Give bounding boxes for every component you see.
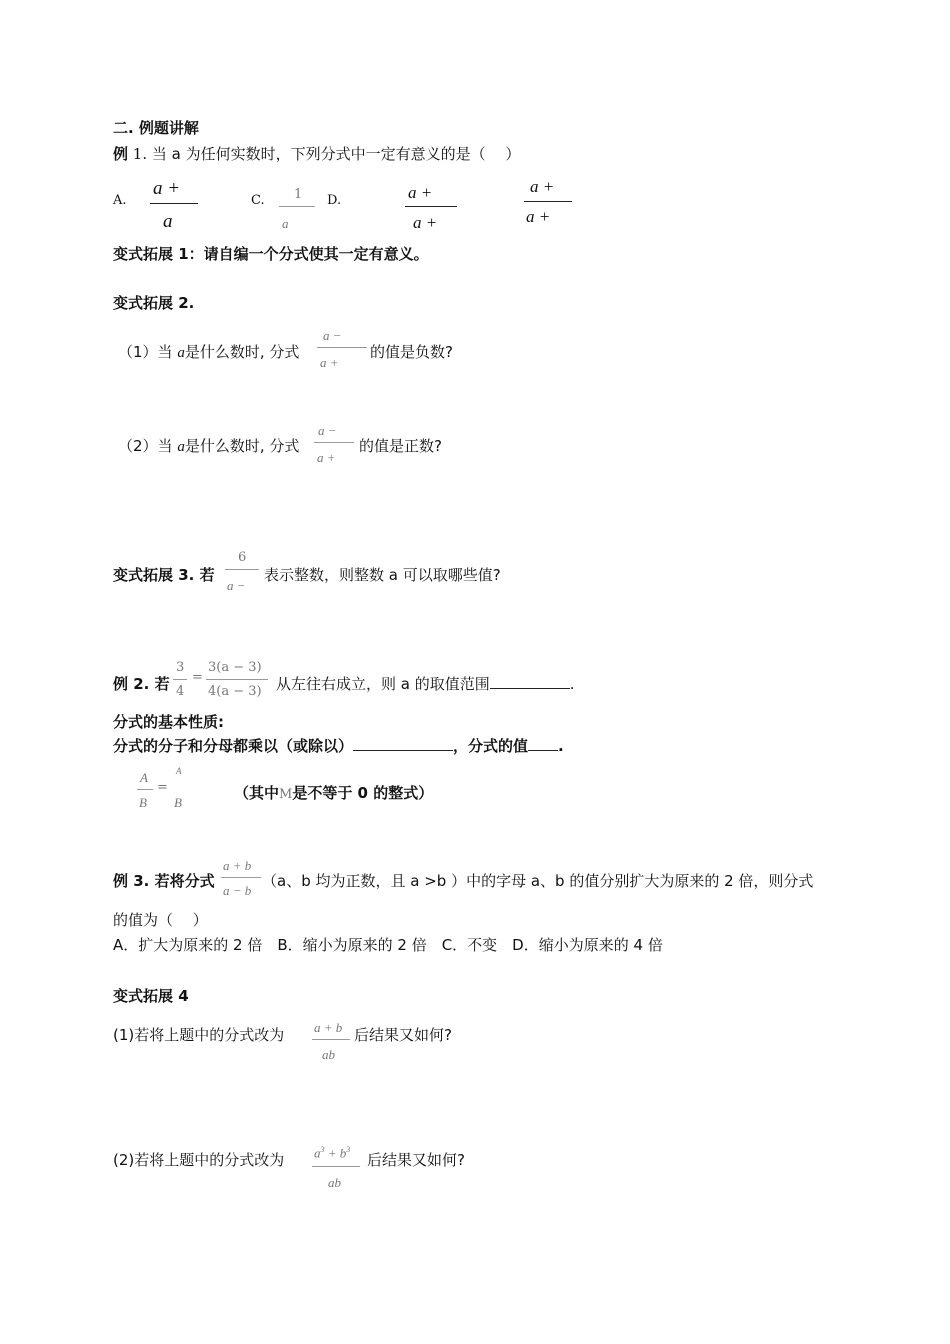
property-a: A	[140, 770, 148, 785]
q1-post: 的值是负数?	[370, 343, 453, 361]
ext3-fraction-bar	[225, 569, 259, 570]
q1-numerator: a −	[323, 328, 342, 343]
ext4-q1-denominator: ab	[322, 1047, 335, 1062]
example-2-blank	[490, 674, 570, 689]
property-line-text: 分式的分子和分母都乘以（或除以）	[113, 737, 354, 755]
extension-1: 变式拓展 1：请自编一个分式使其一定有意义。	[113, 245, 429, 263]
ex3-denominator: a − b	[223, 883, 252, 898]
ex2-left-numerator: 3	[176, 660, 185, 675]
q1-pre-text: （1）当	[118, 343, 173, 361]
option-a-denominator: a	[163, 211, 173, 232]
example-2-label: 例 2. 若	[113, 675, 170, 693]
extension-3-pre: 变式拓展 3. 若	[113, 566, 215, 584]
ex2-right-numerator: 3(a − 3)	[208, 660, 262, 675]
property-note-pre: （其中	[234, 784, 280, 802]
q2-variable: a	[177, 439, 185, 455]
example-2-end: .	[569, 675, 575, 693]
property-right-a: A	[176, 766, 182, 776]
extension-2-title: 变式拓展 2.	[113, 294, 195, 312]
ext4-q2-num-a: a	[314, 1145, 321, 1161]
option-d-fraction-bar	[405, 206, 457, 207]
ext3-numerator: 6	[238, 550, 247, 565]
example-1-question	[113, 143, 520, 164]
ex2-right-fraction-bar	[206, 679, 268, 680]
extra-fraction-bar	[524, 201, 572, 202]
example-1-label: 例	[113, 145, 129, 163]
q2-fraction-bar	[314, 442, 354, 443]
extra-denominator: a +	[526, 207, 551, 226]
example-3-options: A．扩大为原来的 2 倍 B．缩小为原来的 2 倍 C．不变 D．缩小为原来的 4 倍	[113, 936, 663, 954]
example-3-label: 例 3. 若将分式	[113, 872, 215, 890]
option-c-label: C.	[251, 193, 265, 208]
property-blank-2	[528, 736, 558, 751]
ext4-q2-exp2: 3	[346, 1145, 351, 1154]
example-1-text: 当 a 为任何实数时，下列分式中一定有意义的是（ ）	[151, 145, 521, 163]
ext4-q2-num-plus: + b	[327, 1145, 347, 1161]
option-a-label: A.	[113, 193, 127, 208]
property-line-mid: ，分式的值	[453, 737, 529, 755]
property-line	[113, 735, 564, 756]
extension-4-q2-pre: (2)若将上题中的分式改为	[113, 1151, 285, 1169]
property-note-post: 是不等于 0 的整式）	[292, 784, 434, 802]
ext4-q2-fraction-bar	[312, 1166, 360, 1167]
option-c-numerator: 1	[294, 187, 303, 202]
extension-2-q1-pre	[118, 341, 299, 362]
q1-denominator: a +	[320, 355, 339, 370]
property-title: 分式的基本性质:	[113, 713, 224, 731]
extension-4-q1-pre: (1)若将上题中的分式改为	[113, 1026, 285, 1044]
q2-post: 的值是正数?	[359, 437, 442, 455]
extra-numerator: a +	[530, 177, 555, 196]
ex3-numerator: a + b	[223, 858, 252, 873]
extension-4-title: 变式拓展 4	[113, 987, 189, 1005]
property-note-m: M	[279, 787, 293, 802]
option-d-numerator: a +	[408, 183, 433, 202]
section-title: 二. 例题讲解	[113, 119, 199, 137]
extension-4-q2-post: 后结果又如何?	[367, 1151, 465, 1169]
q2-numerator: a −	[318, 423, 337, 438]
property-right-b: B	[174, 795, 182, 810]
ex3-fraction-bar	[221, 877, 261, 878]
property-note	[234, 782, 433, 803]
example-3-post: （a、b 均为正数，且 a >b ）中的字母 a、b 的值分别扩大为原来的 2 倍，则分式	[262, 872, 814, 890]
option-a-fraction-bar	[150, 203, 198, 204]
option-c-fraction-bar	[279, 206, 315, 207]
ext4-q1-numerator: a + b	[314, 1020, 343, 1035]
q2-pre-text: （2）当	[118, 437, 173, 455]
example-2-post	[276, 673, 575, 694]
property-fraction-bar	[137, 789, 153, 790]
ext4-q1-fraction-bar	[312, 1039, 350, 1040]
q1-variable: a	[177, 345, 185, 361]
option-c-denominator: a	[282, 216, 289, 231]
ext4-q2-exp1: 3	[320, 1145, 325, 1154]
q1-mid-text: 是什么数时, 分式	[184, 343, 300, 361]
ext4-q2-denominator: ab	[328, 1175, 341, 1190]
example-2-post-text: 从左往右成立，则 a 的取值范围	[276, 675, 490, 693]
ex2-left-denominator: 4	[176, 684, 185, 699]
extension-2-q2-pre	[118, 435, 299, 456]
extension-4-q1-post: 后结果又如何?	[354, 1026, 452, 1044]
property-blank-1	[353, 736, 453, 751]
property-b: B	[139, 795, 147, 810]
ext3-denominator: a −	[227, 578, 246, 593]
property-end: .	[558, 737, 564, 755]
option-d-label: D.	[327, 193, 342, 208]
extension-3-post: 表示整数，则整数 a 可以取哪些值?	[264, 566, 501, 584]
ex2-left-fraction-bar	[173, 679, 187, 680]
q2-denominator: a +	[317, 450, 336, 465]
ex2-equals: =	[192, 670, 203, 685]
property-equals: =	[157, 780, 168, 795]
option-d-denominator: a +	[413, 213, 438, 232]
q2-mid-text: 是什么数时, 分式	[184, 437, 300, 455]
example-1-num: 1.	[132, 145, 148, 163]
ext4-q2-numerator	[314, 1145, 350, 1161]
example-3-line2: 的值为（ ）	[113, 911, 208, 929]
ex2-right-denominator: 4(a − 3)	[208, 684, 262, 699]
option-a-numerator: a +	[153, 178, 181, 199]
q1-fraction-bar	[317, 347, 367, 348]
